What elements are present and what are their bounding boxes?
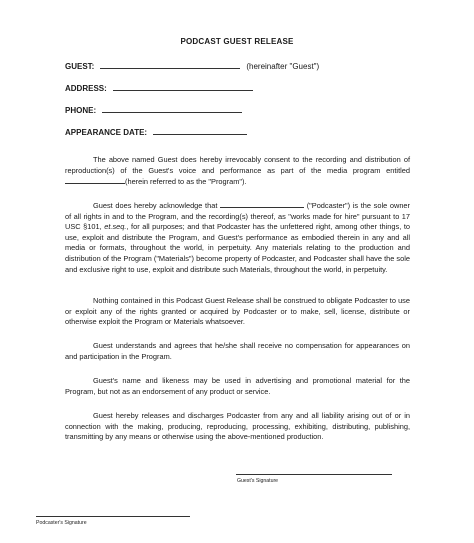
phone-field-row [65,104,242,115]
phone-label: PHONE: [65,106,97,115]
appearance-date-label: APPEARANCE DATE: [65,128,148,137]
podcaster-name-blank[interactable] [220,200,304,208]
appearance-date-line[interactable] [153,126,247,135]
guest-signature-line[interactable] [236,474,392,475]
guest-signature-label: Guest's Signature [237,478,279,484]
podcaster-signature-line[interactable] [36,516,190,517]
ownership-paragraph: Guest does hereby acknowledge that ("Podcaster") is the sole owner of all rights in and to the Program, and the recording(s) thereof, as "works made for hire" pursuant to 17 USC §101, et.seq., for all purposes; and that Podcaster has the unfettered right, among other things, to use, exploit and distribute the Program, and Guest's performance as embodied therein in any and all media or formats, throughout the world, in perpetuity. Any materials relating to the production and distribution of the Program ("Materials") become property of Podcaster, and Podcaster shall have the sole and exclusive right to use, exploit and distribute such Materials, throughout the world, in perpetuity. [65,201,410,274]
no-obligation-paragraph: Nothing contained in this Podcast Guest Release shall be construed to obligate Podcaster to use or exploit any of the rights granted or acquired by Podcaster or to make, sell, license, distribute or otherwise exploit the Program or Materials whatsoever. [65,296,410,327]
consent-paragraph: The above named Guest does hereby irrevocably consent to the recording and distribution of reproduction(s) of the Guest's voice and performance as part of the media program entitled (herein referred to as the "Program"). [65,155,410,187]
release-paragraph: Guest hereby releases and discharges Podcaster from any and all liability arising out of or in connection with the making, producing, reproducing, processing, exhibiting, distributing, publishing, transmitting by any means or otherwise using the above-mentioned production. [65,411,410,442]
program-title-blank[interactable] [65,176,125,184]
guest-hereinafter-text: (hereinafter "Guest") [246,62,320,71]
guest-name-line[interactable] [100,60,240,69]
address-label: ADDRESS: [65,84,107,93]
guest-label: GUEST: [65,62,95,71]
podcaster-signature-label: Podcaster's Signature [36,520,87,526]
appearance-date-field-row [65,126,247,137]
document-title: PODCAST GUEST RELEASE [180,37,294,46]
address-line[interactable] [113,82,253,91]
address-field-row [65,82,253,93]
compensation-paragraph: Guest understands and agrees that he/she shall receive no compensation for appearances on and participation in the Program. [65,341,410,361]
likeness-paragraph: Guest's name and likeness may be used in advertising and promotional material for the Program, but not as an endorsement of any product or service. [65,376,410,396]
phone-line[interactable] [102,104,242,113]
guest-field-row [65,60,319,71]
